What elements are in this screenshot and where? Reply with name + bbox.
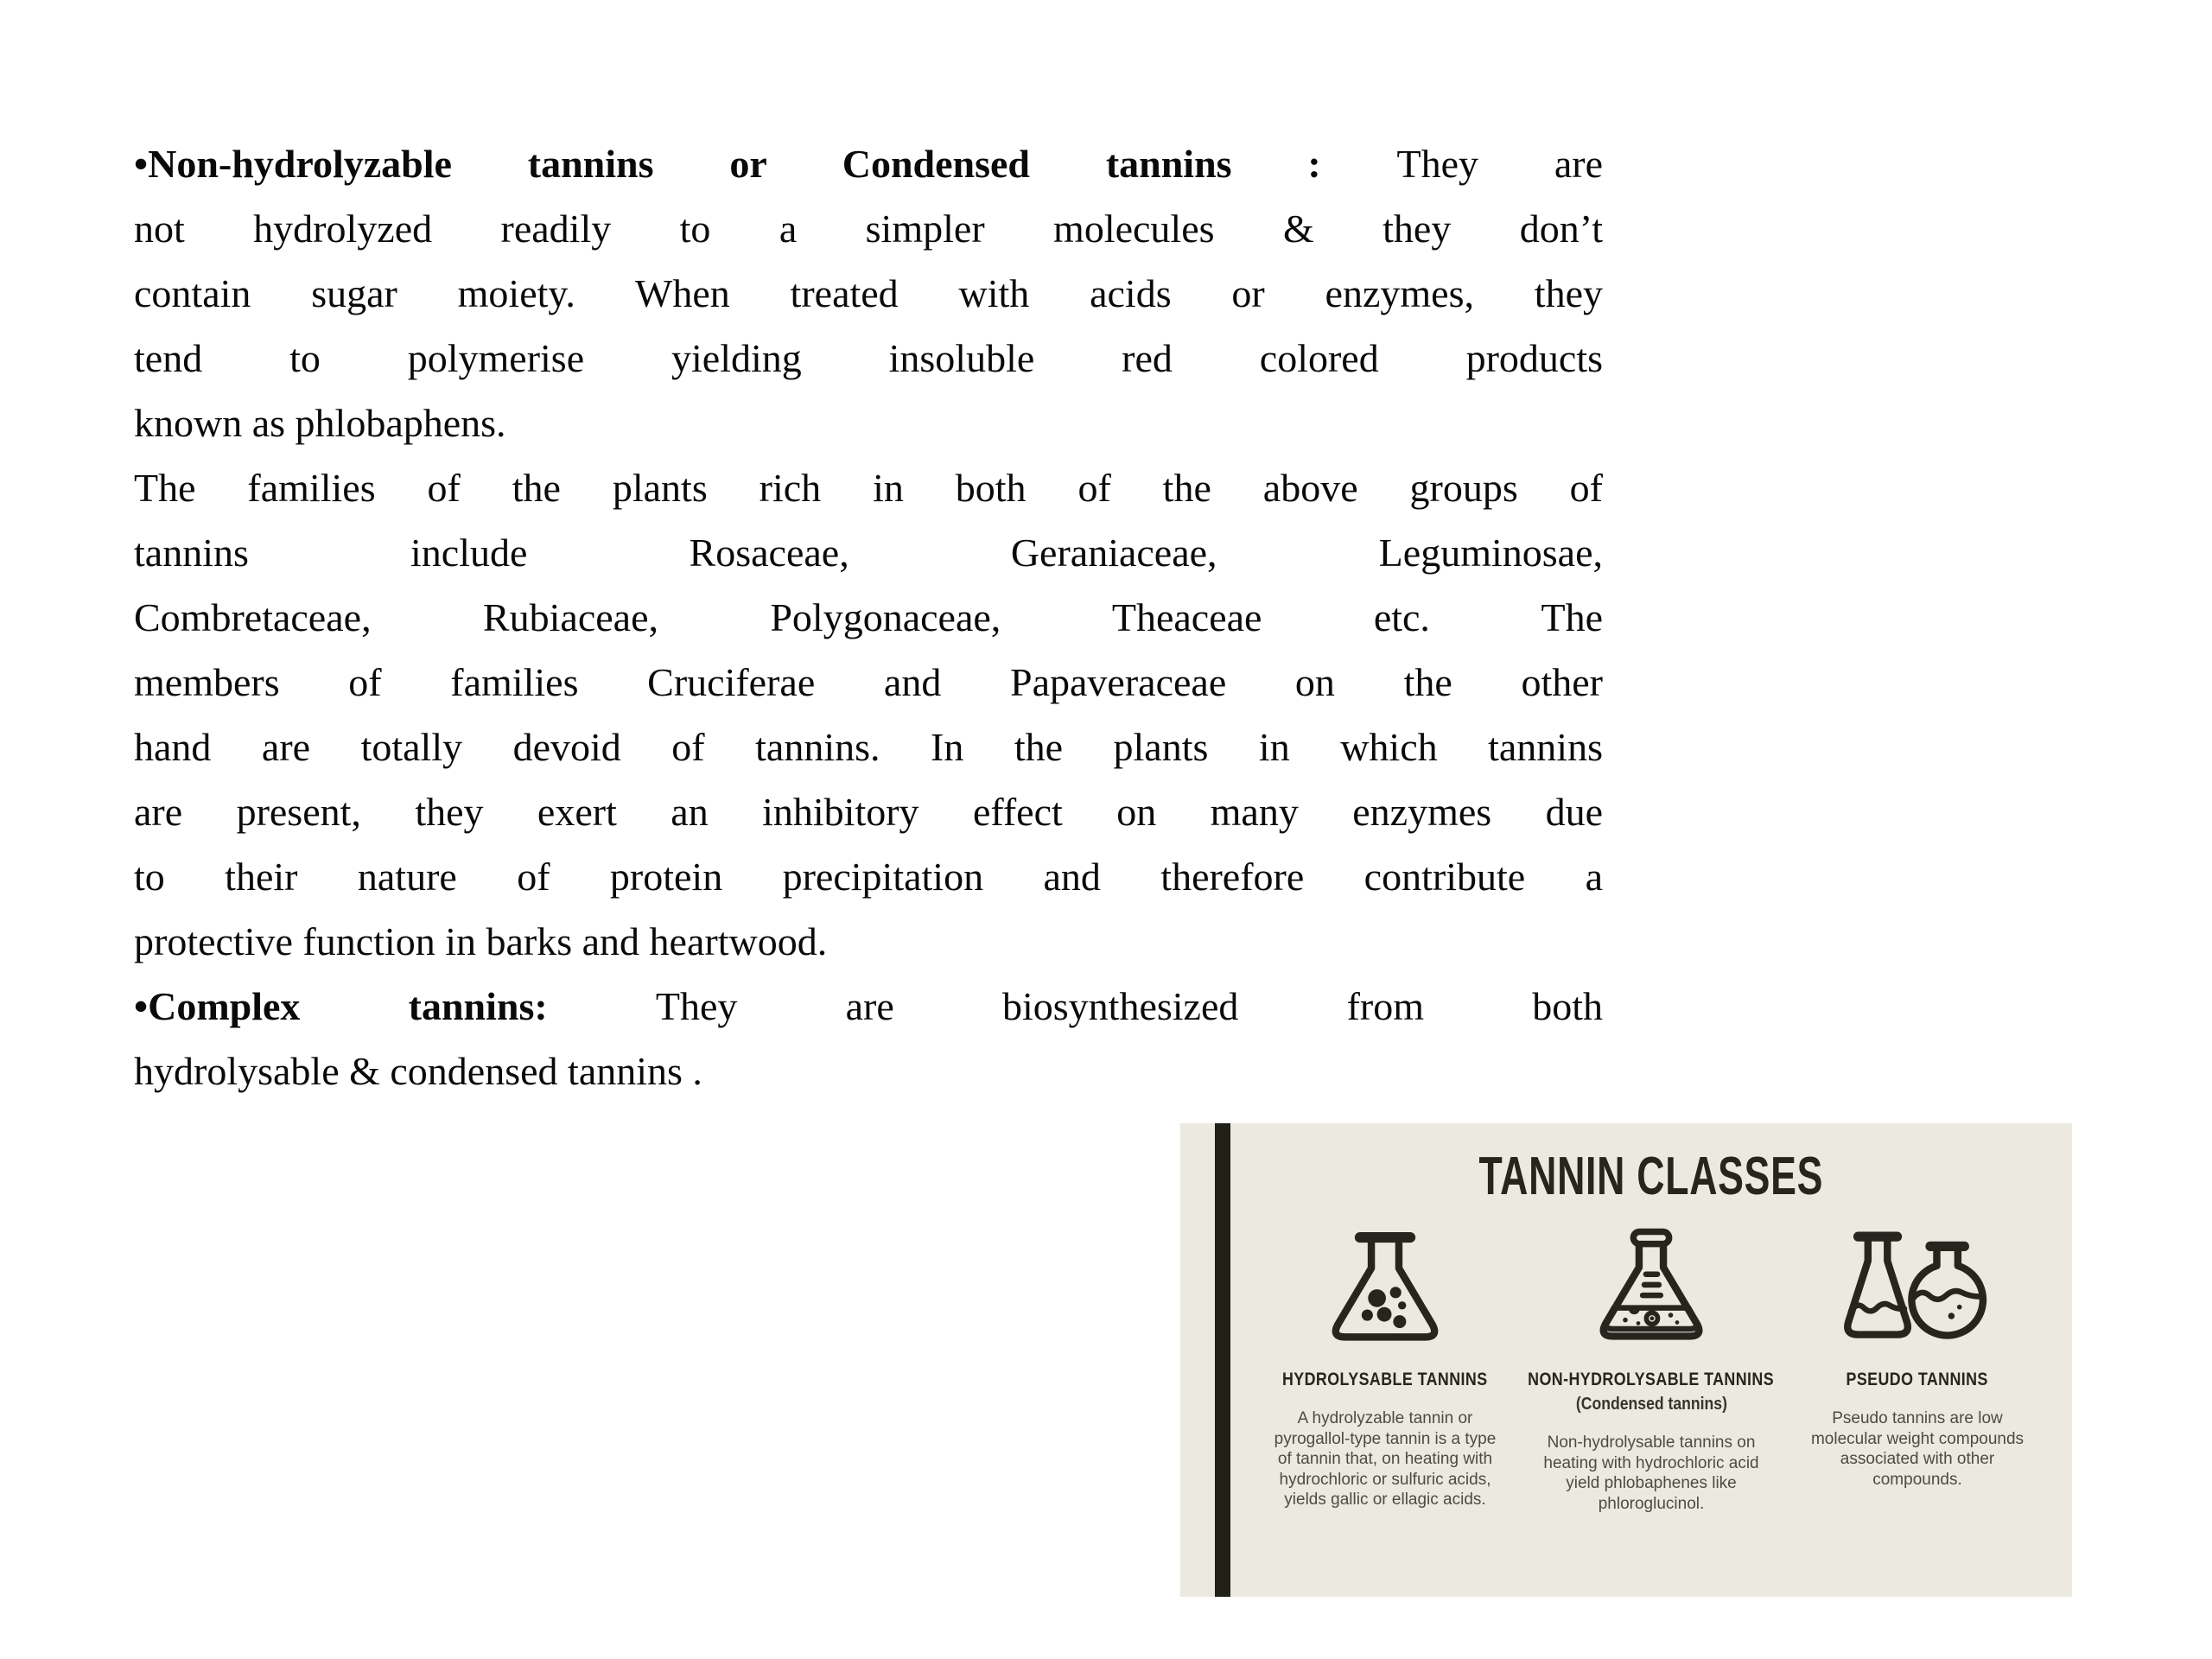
text-line bbox=[134, 1039, 1603, 1103]
tannin-class-description: Pseudo tannins are low molecular weight compounds associated with other compounds. bbox=[1810, 1409, 2024, 1489]
tannin-classes-panel bbox=[1180, 1123, 2072, 1597]
flasks-pair-icon bbox=[1836, 1224, 1999, 1355]
tannin-class-column bbox=[1255, 1224, 1515, 1514]
text-segment-bold: •Non-hydrolyzable tannins or Condensed tannins : bbox=[134, 142, 1397, 186]
tannin-class-subheading: (Condensed tannins) bbox=[1575, 1395, 1727, 1414]
text-segment: tannins include Rosaceae, Geraniaceae, Leguminosae, bbox=[134, 531, 1603, 575]
accent-bar bbox=[1215, 1123, 1230, 1597]
text-segment: Combretaceae, Rubiaceae, Polygonaceae, Theaceae etc. The bbox=[134, 595, 1603, 639]
text-segment: to their nature of protein precipitation and therefore contribute a bbox=[134, 855, 1603, 899]
text-segment: contain sugar moiety. When treated with acids or enzymes, they bbox=[134, 271, 1603, 315]
tannin-class-description: A hydrolyzable tannin or pyrogallol-type tannin is a type of tannin that, on heating with hydrochloric or sulfuric acids, yields gallic or ellagic acids. bbox=[1274, 1409, 1497, 1509]
text-line bbox=[134, 326, 1603, 391]
text-segment: hand are totally devoid of tannins. In the plants in which tannins bbox=[134, 725, 1603, 769]
tannin-class-heading: PSEUDO TANNINS bbox=[1846, 1370, 1989, 1389]
text-line bbox=[134, 650, 1603, 715]
text-segment: hydrolysable & condensed tannins . bbox=[134, 1049, 702, 1093]
text-segment: members of families Cruciferae and Papaveraceae on the other bbox=[134, 660, 1603, 704]
flask-bubbles-icon bbox=[1320, 1224, 1450, 1355]
text-segment: tend to polymerise yielding insoluble red colored products bbox=[134, 336, 1603, 380]
text-line bbox=[134, 131, 1603, 196]
infographic-columns bbox=[1230, 1224, 2072, 1514]
tannin-class-heading: NON-HYDROLYSABLE TANNINS bbox=[1528, 1370, 1775, 1389]
tannin-class-description: Non-hydrolysable tannins on heating with hydrochloric acid yield phlobaphenes like phloroglucinol. bbox=[1543, 1433, 1759, 1513]
panel-content bbox=[1230, 1123, 2072, 1597]
text-line bbox=[134, 779, 1603, 844]
text-segment: known as phlobaphens. bbox=[134, 401, 506, 445]
text-line bbox=[134, 196, 1603, 261]
text-line bbox=[134, 844, 1603, 909]
text-segment-bold: •Complex tannins: bbox=[134, 984, 656, 1028]
tannin-class-column bbox=[1522, 1224, 1781, 1514]
text-segment: are present, they exert an inhibitory effect on many enzymes due bbox=[134, 790, 1603, 834]
text-line bbox=[134, 715, 1603, 779]
tannin-class-column bbox=[1788, 1224, 2047, 1514]
text-segment: They are biosynthesized from both bbox=[655, 984, 1603, 1028]
text-line bbox=[134, 261, 1603, 326]
text-line bbox=[134, 455, 1603, 520]
text-segment: They are bbox=[1396, 142, 1603, 186]
tannin-class-heading: HYDROLYSABLE TANNINS bbox=[1282, 1370, 1488, 1389]
flask-liquid-icon bbox=[1586, 1224, 1716, 1355]
text-line bbox=[134, 909, 1603, 974]
text-line bbox=[134, 520, 1603, 585]
text-segment: The families of the plants rich in both of the above groups of bbox=[134, 466, 1603, 510]
text-segment: protective function in barks and heartwood. bbox=[134, 919, 828, 963]
body-text bbox=[134, 131, 1603, 1103]
text-line bbox=[134, 391, 1603, 455]
text-segment: not hydrolyzed readily to a simpler molecules & they don’t bbox=[134, 207, 1603, 251]
text-line bbox=[134, 974, 1603, 1039]
text-line bbox=[134, 585, 1603, 650]
infographic-title: TANNIN CLASSES bbox=[1478, 1147, 1824, 1206]
